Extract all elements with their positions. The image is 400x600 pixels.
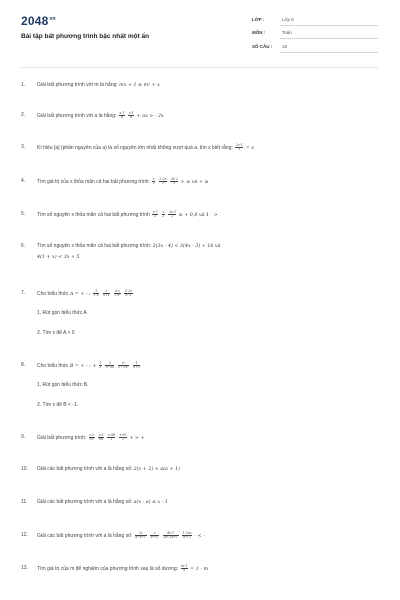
fraction: $\frac{1}{x+3}$ xyxy=(133,361,140,370)
question-text: Giải bất phương trình với a là hằng: xyxy=(37,113,117,120)
question-math: - < - xyxy=(194,534,205,540)
meta-subject-value: Toán xyxy=(282,30,292,35)
question-math: mx + 1 ≥ m² + x xyxy=(119,83,160,88)
fraction: $\frac{\text{x²}}{\text{27-3x²}}$ xyxy=(118,361,129,370)
question-math-line-2: 4(1 + x) < 3x + 5 xyxy=(37,254,80,260)
fraction: $\frac{m-1}{x}$ xyxy=(181,564,188,573)
question-text: Cho biểu thức xyxy=(37,363,69,370)
meta-underline xyxy=(280,38,378,39)
fraction: $\frac{x}{\text{a²+2}}$ xyxy=(150,531,159,540)
meta-class-value: Lớp 8 xyxy=(282,17,294,22)
header-divider xyxy=(21,67,378,68)
fraction: $\frac{2-2x}{3}$ xyxy=(159,177,167,186)
question-text: Tìm giá trị của x thỏa mãn cả hai bất phương trình: xyxy=(37,179,150,186)
fraction: $\frac{2x-3}{2}$ xyxy=(168,210,176,219)
question-7-part-2: 2. Tìm x để A > 0 xyxy=(37,330,75,336)
fraction: $\frac{x-2}{5}$ xyxy=(152,210,158,219)
question-number: 2. xyxy=(21,112,26,118)
question-math: a(x - a) ≤ x - 1 xyxy=(133,500,168,505)
fraction: $\frac{1-2x}{\text{x²-1}}$ xyxy=(124,289,132,298)
question-text: Kí hiệu [a] (phần nguyên của a) là số nguyên lớn nhất không vượt quá a. tìm x biết rằng: xyxy=(37,145,233,152)
fraction: $\frac{2x-1}{3}$ xyxy=(235,143,243,152)
question-7-part-1: 1. Rút gọn biểu thức A xyxy=(37,310,87,316)
question-number: 10. xyxy=(21,466,28,472)
fraction: $\frac{x-3}{98}$ xyxy=(98,433,104,442)
logo-suffix: vn xyxy=(49,16,56,22)
fraction: $\frac{x}{2}$ xyxy=(162,210,165,219)
question-number: 12. xyxy=(21,532,28,538)
question-number: 8. xyxy=(21,362,26,368)
fraction: $\frac{3}{\text{x²-3x}}$ xyxy=(105,361,114,370)
meta-count-value: 18 xyxy=(282,44,288,49)
header xyxy=(0,0,400,62)
question-math: + > + xyxy=(129,436,145,442)
question-text: Giải các bất phương trình với a là hằng số: xyxy=(37,499,133,505)
question-text: Giải các bất phương trình với a là hằng số: xyxy=(37,533,133,540)
fraction: $\frac{x-99}{2}$ xyxy=(119,433,127,442)
question-math: B = + - : + xyxy=(69,364,97,370)
fraction: $\frac{3x-2}{5}$ xyxy=(170,177,178,186)
question-math: + ax > - 2x xyxy=(136,114,164,120)
question-number: 6. xyxy=(21,243,26,249)
question-math: + ≥ và + ≥ xyxy=(180,180,209,186)
fraction: $\frac{2}{x+1}$ xyxy=(103,289,110,298)
fraction: $\frac{1-2ax}{\text{a²+2}}$ xyxy=(182,531,192,540)
worksheet-title: Bài tập bất phương trình bậc nhất một ẩn xyxy=(21,33,150,40)
fraction: $\frac{2x}{\text{a²-a+1}}$ xyxy=(135,531,147,540)
meta-count-label: SỐ CÂU : xyxy=(252,44,273,49)
fraction: $\frac{4x-1}{\text{2a²-2a+1}}$ xyxy=(163,531,179,540)
question-math: = x xyxy=(245,146,254,152)
question-8-part-1: 1. Rút gọn biểu thức B. xyxy=(37,382,89,388)
question-text: Giải các bất phương trình với a là hằng số: xyxy=(37,466,133,472)
question-number: 11. xyxy=(21,499,28,505)
question-text: Tìm giá trị của m để nghiệm của phương trình sau là số dương: xyxy=(37,566,179,573)
question-number: 13. xyxy=(21,565,28,571)
meta-underline xyxy=(280,25,378,26)
meta-class-label: LỚP : xyxy=(252,17,265,22)
meta-underline xyxy=(280,52,378,53)
question-math: 2(3x - 4) < 3(4x - 3) + 16 và xyxy=(152,244,221,249)
question-number: 7. xyxy=(21,290,26,296)
question-math: ≥ + 0,8 và 1 - > xyxy=(178,213,218,219)
fraction: $\frac{1}{1-x}$ xyxy=(93,289,99,298)
question-text: Tìm số nguyên x thỏa mãn cả hai bất phương trình: xyxy=(37,243,152,249)
meta-subject-label: MÔN : xyxy=(252,30,266,35)
question-8-part-2: 2. Tìm x để B < -1. xyxy=(37,402,79,408)
question-text: Tìm số nguyên x thỏa mãn cả hai bất phương trình xyxy=(37,212,150,219)
fraction: $\frac{x-2}{99}$ xyxy=(89,433,94,442)
fraction: $\frac{x-1}{a}$ xyxy=(119,111,125,120)
fraction: $\frac{x-98}{3}$ xyxy=(108,433,115,442)
fraction: $\frac{x}{5}$ xyxy=(152,177,155,186)
fraction: $\frac{x-1}{a}$ xyxy=(128,111,134,120)
question-number: 3. xyxy=(21,144,26,150)
question-number: 1. xyxy=(21,82,26,88)
question-number: 5. xyxy=(21,211,26,217)
question-math: A = + - : xyxy=(69,292,91,298)
logo-text: 2048 xyxy=(21,14,49,28)
question-number: 4. xyxy=(21,178,26,184)
fraction: $\frac{1}{3}$ xyxy=(99,361,102,370)
question-math: 2(x + 2) < a(a + 1) xyxy=(133,467,180,472)
question-number: 9. xyxy=(21,434,26,440)
question-math: = 1 - m xyxy=(190,567,209,573)
question-text: Giải bất phương trình: xyxy=(37,435,87,442)
question-text: Cho biểu thức xyxy=(37,291,69,298)
question-text: Giải bất phương trình với m là hằng: xyxy=(37,82,118,88)
site-logo[interactable] xyxy=(21,14,56,28)
fraction: $\frac{5-x}{\text{1-x²}}$ xyxy=(114,289,121,298)
